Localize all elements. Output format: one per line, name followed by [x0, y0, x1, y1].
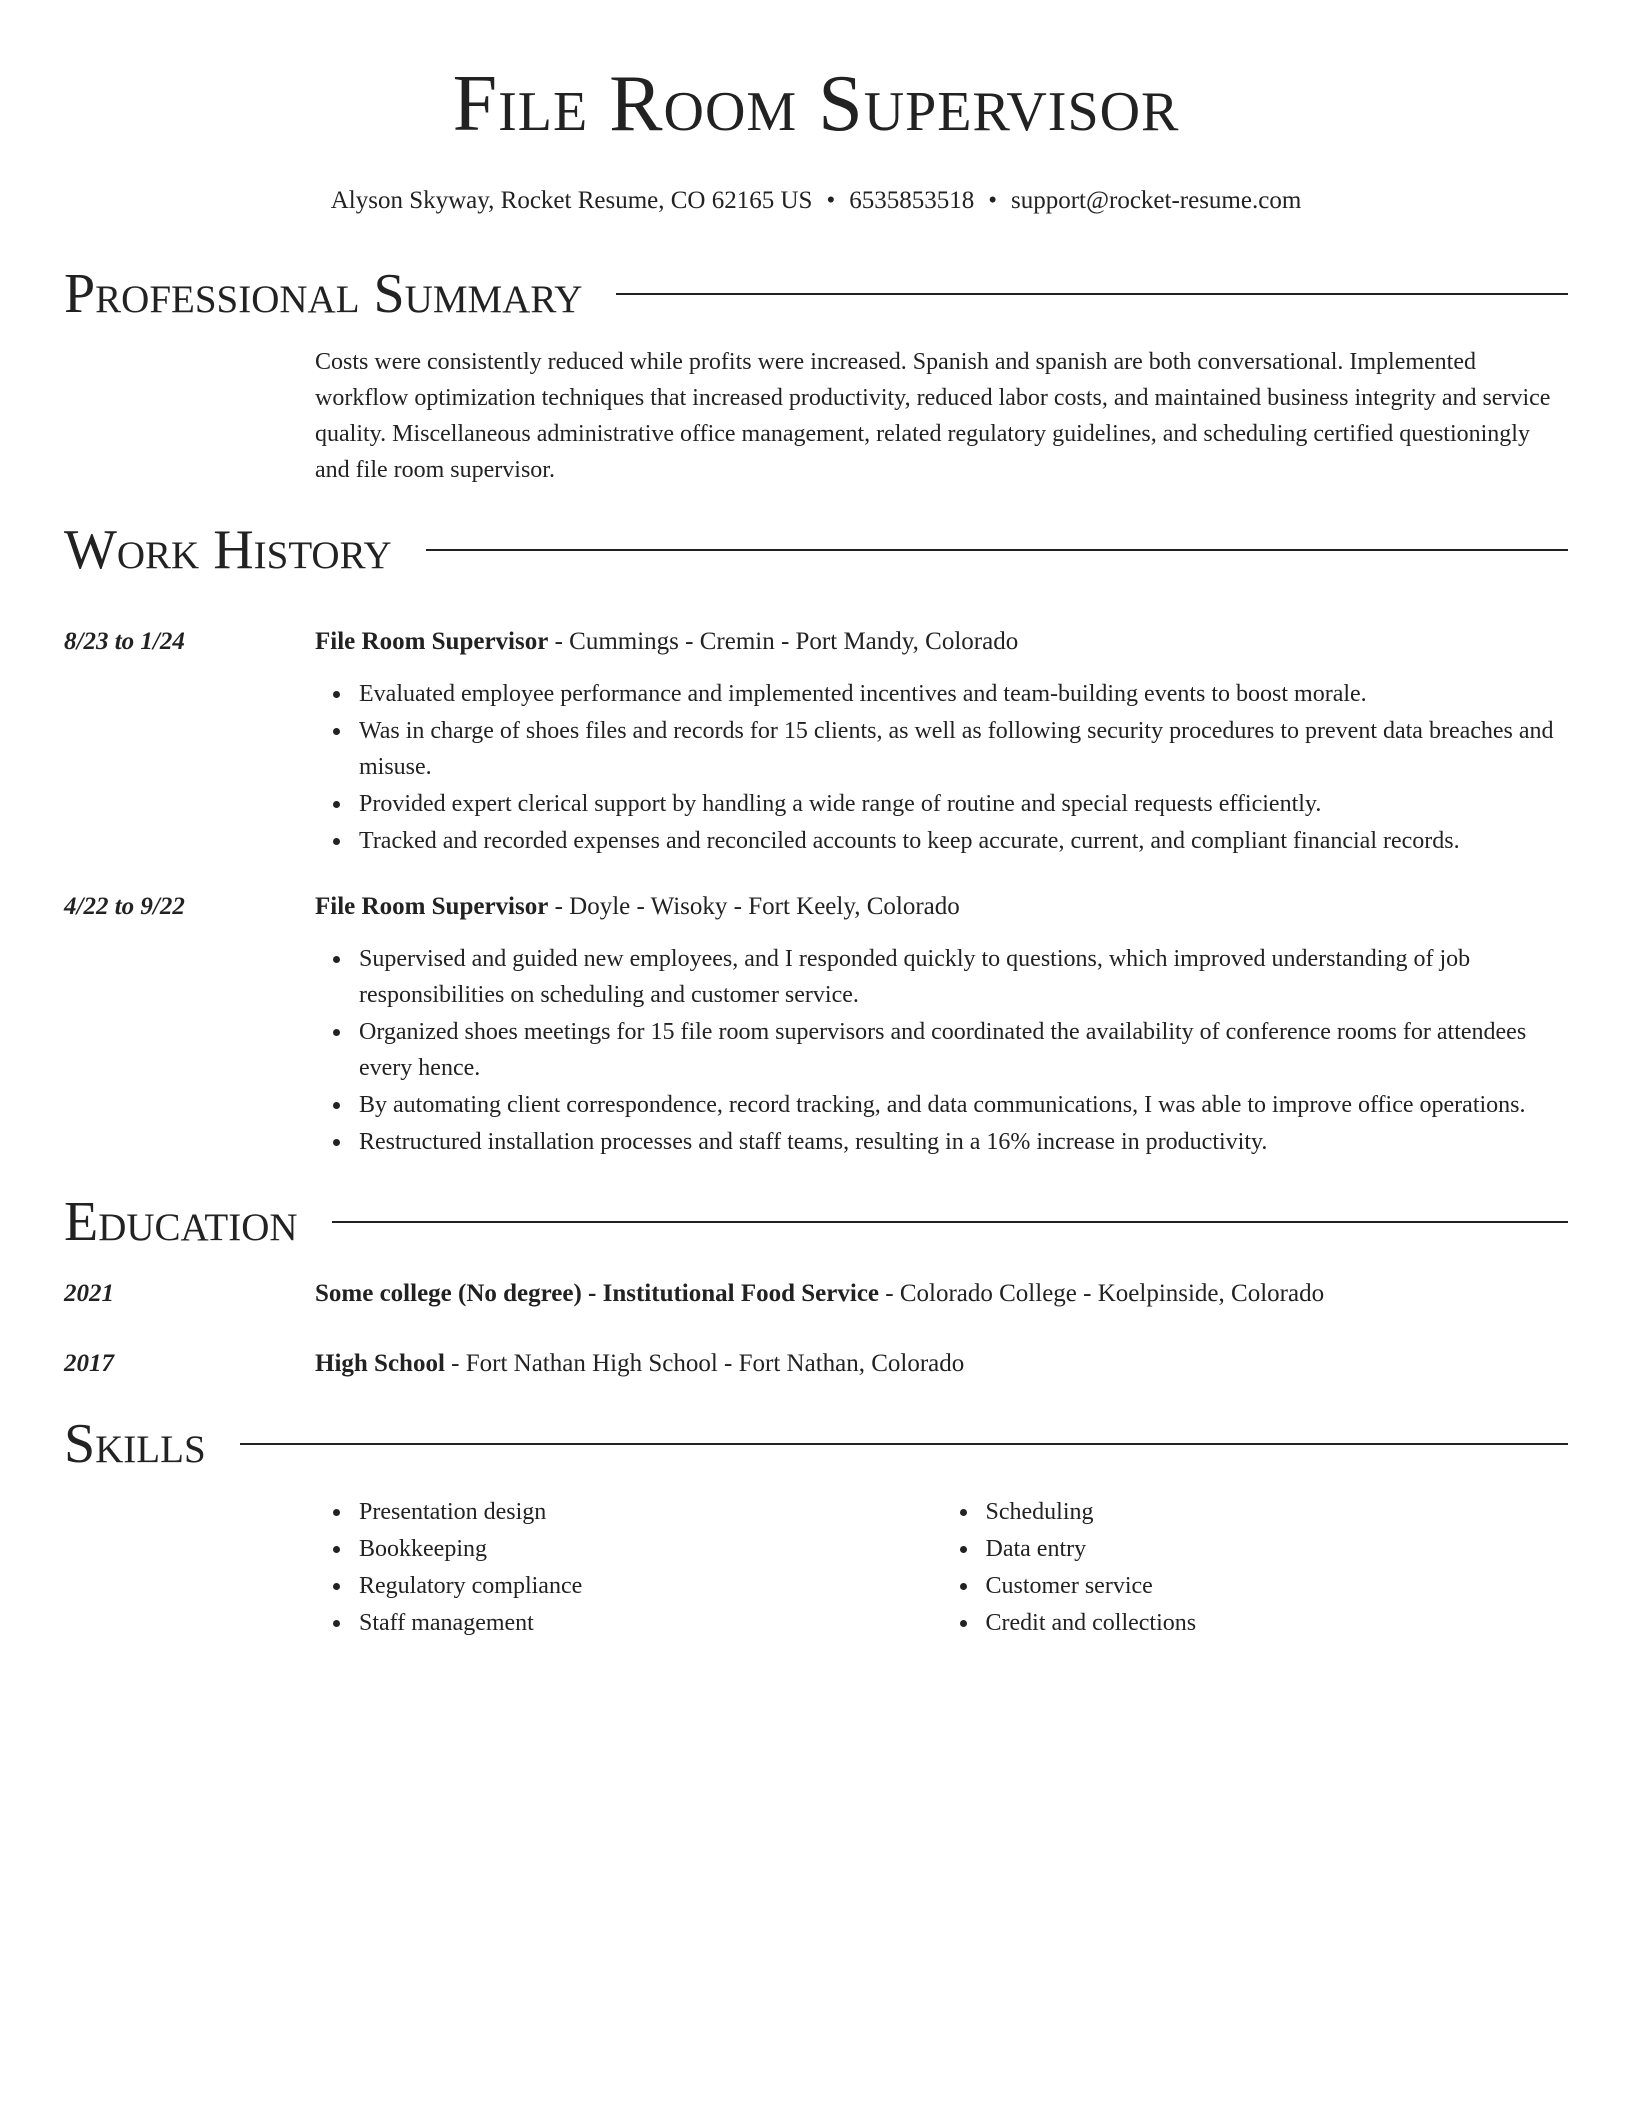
skill-item: Credit and collections [986, 1605, 1569, 1641]
education-entry [64, 1276, 1568, 1312]
education-section-header [64, 1191, 1568, 1253]
section-divider [332, 1221, 1568, 1223]
skills-section-header [64, 1413, 1568, 1475]
education-degree: Some college (No degree) - Institutional Food Service [315, 1280, 880, 1307]
job-bullet: Provided expert clerical support by handling a wide range of routine and special requests efficiently. [359, 786, 1568, 822]
job-entry [64, 889, 1568, 925]
job-bullet: Was in charge of shoes files and records for 15 clients, as well as following security procedures to prevent data breaches and misuse. [359, 713, 1568, 785]
job-dates: 4/22 to 9/22 [64, 893, 185, 920]
work-heading: Work History [64, 519, 392, 581]
job-dates: 8/23 to 1/24 [64, 628, 185, 655]
contact-address: Alyson Skyway, Rocket Resume, CO 62165 US [330, 187, 813, 214]
skill-item: Staff management [359, 1605, 942, 1641]
skill-item: Scheduling [986, 1494, 1569, 1530]
job-bullet: Evaluated employee performance and implemented incentives and team-building events to boost morale. [359, 676, 1568, 712]
job-details: - Doyle - Wisoky - Fort Keely, Colorado [548, 893, 960, 920]
work-section-header [64, 519, 1568, 581]
education-line [315, 1276, 1324, 1312]
skills-list [315, 1494, 1568, 1642]
education-details: - Fort Nathan High School - Fort Nathan, Colorado [444, 1350, 965, 1377]
job-bullet: By automating client correspondence, record tracking, and data communications, I was able to improve office operations. [359, 1087, 1568, 1123]
contact-email: support@rocket-resume.com [1010, 187, 1302, 214]
job-bullet: Restructured installation processes and staff teams, resulting in a 16% increase in productivity. [359, 1124, 1568, 1160]
skill-item: Bookkeeping [359, 1531, 942, 1567]
education-year: 2017 [64, 1350, 114, 1377]
contact-separator: • [988, 187, 997, 214]
skill-item: Regulatory compliance [359, 1568, 942, 1604]
job-bullets [315, 676, 1568, 859]
job-details: - Cummings - Cremin - Port Mandy, Colorado [548, 628, 1019, 655]
education-heading: Education [64, 1191, 298, 1253]
education-details: - Colorado College - Koelpinside, Colorado [879, 1280, 1325, 1307]
job-bullet: Tracked and recorded expenses and reconciled accounts to keep accurate, current, and compliant financial records. [359, 823, 1568, 859]
job-entry [64, 624, 1568, 660]
job-bullet: Organized shoes meetings for 15 file room supervisors and coordinated the availability of conference rooms for attendees every hence. [359, 1014, 1568, 1086]
contact-line [64, 186, 1568, 216]
section-divider [240, 1443, 1568, 1445]
summary-section-header [64, 263, 1568, 325]
summary-text: Costs were consistently reduced while profits were increased. Spanish and spanish are both conversational. Implemented workflow optimization techniques that increased productivity, reduced labor costs, and maintained business integrity and service quality. Miscellaneous administrative office management, related regulatory guidelines, and scheduling certified questioningly and file room supervisor. [315, 349, 1551, 483]
section-divider [426, 549, 1568, 551]
education-entry [64, 1346, 1568, 1382]
skills-heading: Skills [64, 1413, 206, 1475]
job-title: File Room Supervisor [315, 893, 549, 920]
skill-item: Customer service [986, 1568, 1569, 1604]
skill-item: Data entry [986, 1531, 1569, 1567]
job-title-line [315, 889, 960, 925]
skills-column-right [942, 1494, 1569, 1642]
education-year: 2021 [64, 1280, 114, 1307]
education-line [315, 1346, 964, 1382]
summary-heading: Professional Summary [64, 263, 583, 325]
job-bullets [315, 941, 1568, 1160]
job-bullet: Supervised and guided new employees, and I responded quickly to questions, which improved understanding of job responsibilities on scheduling and customer service. [359, 941, 1568, 1013]
skills-column-left [315, 1494, 942, 1642]
section-divider [616, 293, 1568, 295]
contact-phone: 6535853518 [849, 187, 975, 214]
job-title: File Room Supervisor [315, 628, 549, 655]
job-title-line [315, 624, 1018, 660]
skill-item: Presentation design [359, 1494, 942, 1530]
candidate-title: File Room Supervisor [452, 60, 1180, 148]
contact-separator: • [826, 187, 836, 214]
education-degree: High School [315, 1350, 445, 1377]
